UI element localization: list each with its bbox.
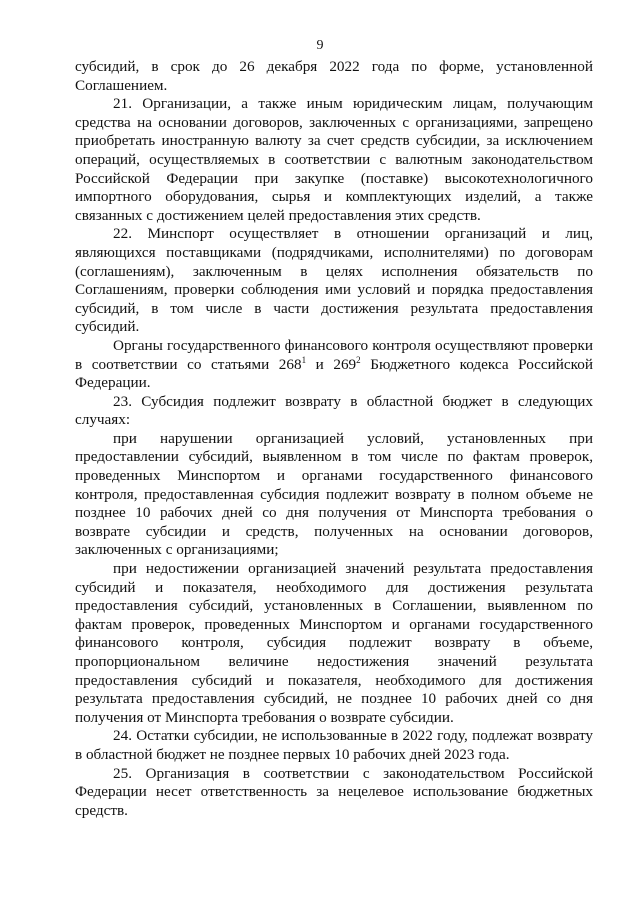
page-number: 9 [316, 38, 324, 53]
paragraph-23: 23. Субсидия подлежит возврату в областной бюджет в следующих случаях: [75, 392, 593, 429]
paragraph-23-case-non-achievement: при недостижении организацией значений результата предоставления субсидий и показателя, необходимого для достижения результата предоставления субсидий, установленных в Соглашении, выявленном по фактам проверок, проведенных Минспортом и органами государственного финансового контроля, субсидия подлежит возврату в объеме, пропорциональном величине недостижения значений результата предоставления субсидий и показателя, необходимого для достижения результата предоставления субсидий, не позднее 10 рабочих дней со дня получения от Минспорта требования о возврате субсидии. [75, 560, 593, 726]
paragraph-25: 25. Организация в соответствии с законодательством Российской Федерации несет ответственность за нецелевое использование бюджетных средств. [75, 764, 593, 819]
financial-control-text-start: Органы государственного финансового контроля осуществляют проверки в соответствии со статьями 268 [75, 336, 593, 373]
footnote-superscript-1: 1 [301, 354, 307, 365]
paragraph-22: 22. Минспорт осуществляет в отношении организаций и лиц, являющихся поставщиками (подрядчиками, исполнителями) по договорам (соглашениям), заключенным в целях исполнения обязательств по Соглашениям, проверки соблюдения ими условий и порядка предоставления субсидий, в том числе в части достижения результата предоставления субсидий. [75, 225, 593, 336]
footnote-superscript-2: 2 [356, 354, 361, 365]
financial-control-text-middle: и 269 [306, 355, 357, 373]
paragraph-continuation: субсидий, в срок до 26 декабря 2022 года по форме, установленной Соглашением. [75, 58, 593, 94]
paragraph-24: 24. Остатки субсидии, не использованные в 2022 году, подлежат возврату в областной бюджет не позднее первых 10 рабочих дней 2023 года. [75, 727, 593, 763]
paragraph-23-case-violation: при нарушении организацией условий, установленных при предоставлении субсидий, выявленном в том числе по фактам проверок, проведенных Минспортом и органами государственного финансового контроля, предоставленная субсидия подлежит возврату в полном объеме не позднее 10 рабочих дней со дня получения от Минспорта требования о возврате субсидии и средств, полученных на основании договоров, заключенных с организациями; [75, 429, 593, 559]
document-body [75, 58, 593, 820]
paragraph-financial-control [75, 337, 593, 393]
financial-control-text-end: Бюджетного кодекса Российской Федерации. [75, 355, 593, 392]
paragraph-21: 21. Организации, а также иным юридическим лицам, получающим средства на основании договоров, заключенных с организациями, запрещено приобретать иностранную валюту за счет средств субсидии, за исключением операций, осуществляемых в соответствии с валютным законодательством Российской Федерации при закупке (поставке) высокотехнологичного импортного оборудования, сырья и комплектующих изделий, а также связанных с достижением целей предоставления этих средств. [75, 95, 593, 224]
